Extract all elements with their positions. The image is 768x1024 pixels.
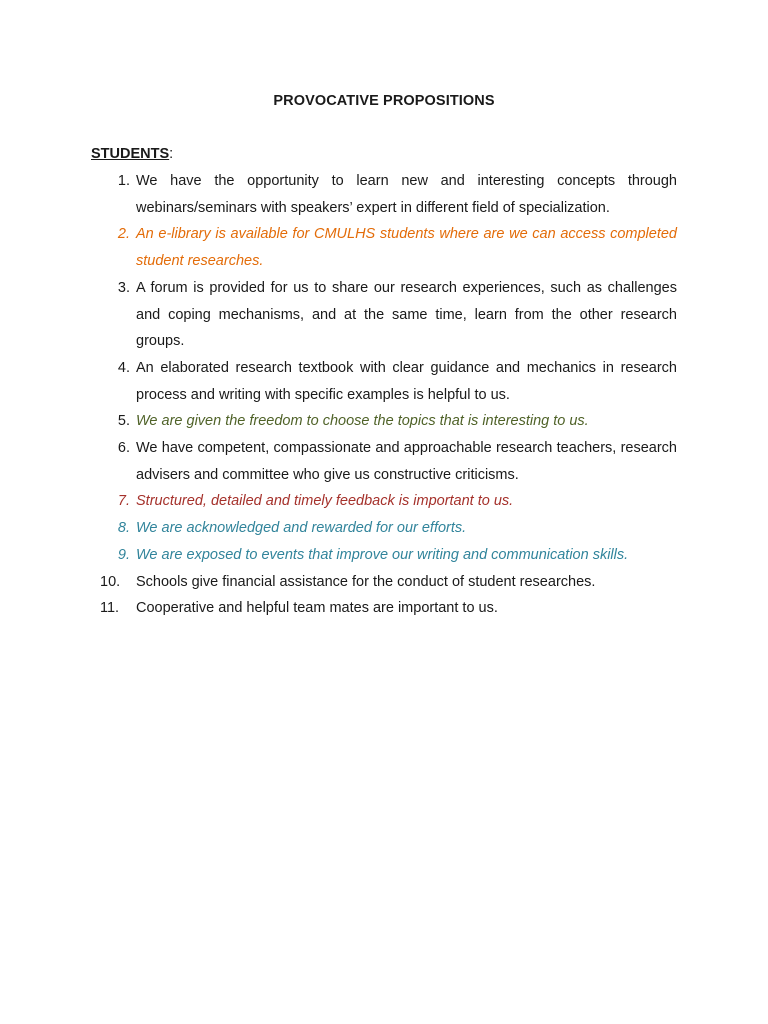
list-item: [108, 221, 677, 274]
list-item-number: 5.: [117, 413, 130, 430]
section-heading-colon: :: [169, 146, 174, 162]
list-item: [100, 569, 677, 596]
list-item-number: 7.: [117, 493, 130, 510]
list-item-text: An elaborated research textbook with clear guidance and mechanics in research process and writing with specific examples is helpful to us.: [136, 359, 677, 403]
list-item-number: 6.: [117, 440, 130, 457]
list-item-text: A forum is provided for us to share our research experiences, such as challenges and coping mechanisms, and at the same time, learn from the other research groups.: [136, 279, 677, 350]
list-item-text: We are exposed to events that improve our writing and communication skills.: [136, 546, 629, 563]
list-item-text: We are given the freedom to choose the topics that is interesting to us.: [136, 413, 589, 430]
list-item-number: 11.: [100, 600, 120, 617]
list-item-number: 1.: [117, 173, 130, 189]
propositions-list: [100, 168, 677, 622]
list-item-text: Cooperative and helpful team mates are important to us.: [136, 600, 498, 617]
list-item-number: 2.: [117, 226, 130, 243]
list-item: [108, 355, 677, 408]
list-item: [108, 542, 677, 569]
list-item: [108, 275, 677, 355]
list-item-text: Structured, detailed and timely feedback is important to us.: [136, 493, 514, 510]
list-item: [108, 408, 677, 435]
page-title: PROVOCATIVE PROPOSITIONS: [273, 93, 495, 109]
list-item: [108, 488, 677, 515]
list-item-text: Schools give financial assistance for the conduct of student researches.: [136, 573, 596, 590]
list-item-number: 9.: [117, 546, 130, 563]
list-item-text: We have the opportunity to learn new and interesting concepts through webinars/seminars with speakers’ expert in different field of specialization.: [136, 173, 677, 216]
list-item-text: We are acknowledged and rewarded for our efforts.: [136, 520, 467, 537]
list-item-number: 4.: [117, 359, 130, 376]
list-item: [108, 435, 677, 488]
list-item-number: 8.: [117, 520, 130, 537]
list-item-text: We have competent, compassionate and approachable research teachers, research advisers and committee who give us constructive criticisms.: [136, 440, 677, 483]
list-item-number: 10.: [100, 573, 121, 590]
list-item-number: 3.: [117, 279, 130, 296]
list-item: [100, 595, 677, 622]
list-item: [108, 168, 677, 221]
section-heading-text: STUDENTS: [91, 146, 170, 162]
list-item: [108, 515, 677, 542]
list-item-text: An e-library is available for CMULHS students where are we can access completed student researches.: [136, 226, 677, 270]
section-heading: [91, 146, 173, 162]
